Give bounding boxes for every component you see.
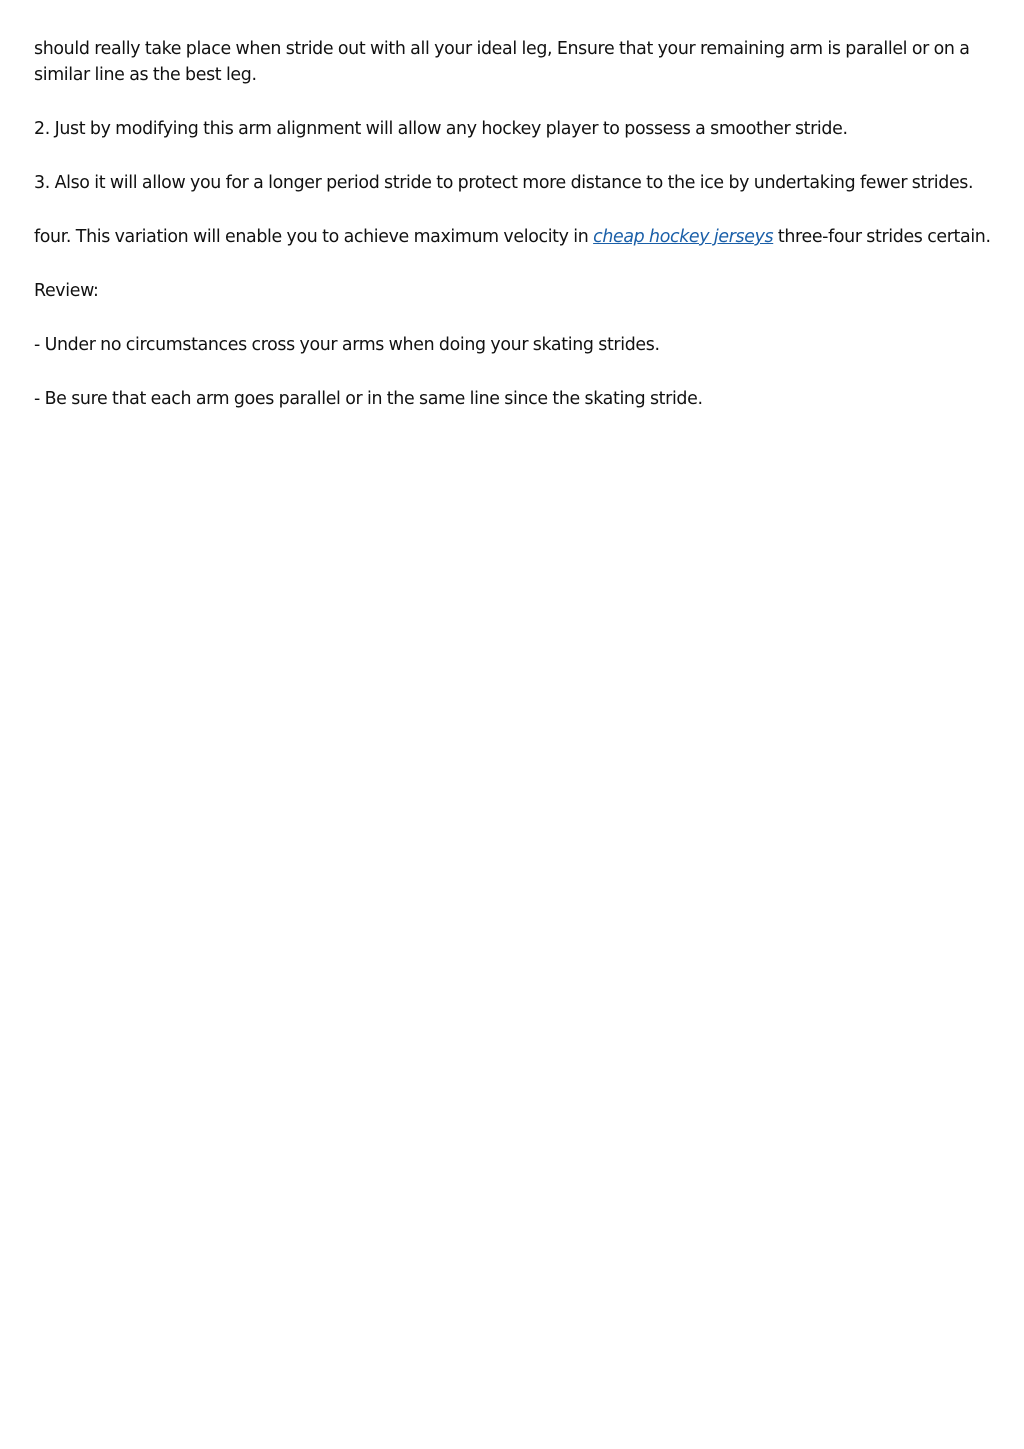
paragraph-point-4-after-link: three-four strides certain. <box>773 227 991 247</box>
document-body <box>34 36 994 440</box>
paragraph-arm-alignment-continued: should really take place when stride out with all your ideal leg, Ensure that your remaining arm is parallel or on a similar line as the best leg. <box>34 39 970 85</box>
paragraph-point-2: 2. Just by modifying this arm alignment will allow any hockey player to possess a smoother stride. <box>34 119 848 139</box>
cheap-hockey-jerseys-link[interactable]: cheap hockey jerseys <box>593 227 774 247</box>
review-item-2: - Be sure that each arm goes parallel or in the same line since the skating stride. <box>34 389 703 409</box>
paragraph-point-4 <box>34 224 994 250</box>
review-item-1: - Under no circumstances cross your arms when doing your skating strides. <box>34 335 660 355</box>
paragraph-point-3: 3. Also it will allow you for a longer period stride to protect more distance to the ice by undertaking fewer strides. <box>34 173 974 193</box>
paragraph-point-4-before-link: four. This variation will enable you to achieve maximum velocity in <box>34 227 594 247</box>
review-heading: Review: <box>34 281 99 301</box>
